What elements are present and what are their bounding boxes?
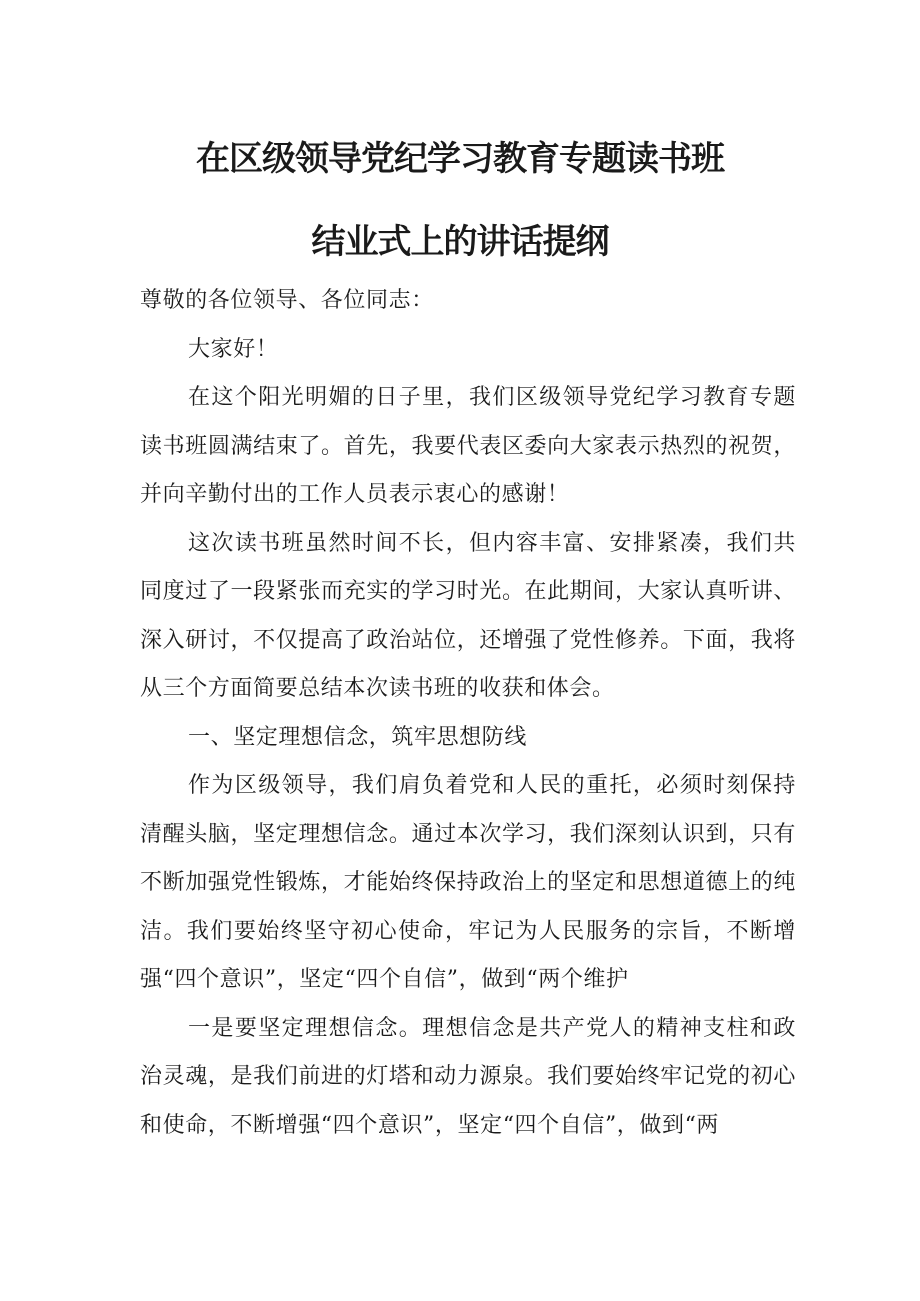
paragraph-section-1: 作为区级领导，我们肩负着党和人民的重托，必须时刻保持清醒头脑，坚定理想信念。通过本次学习，我们深刻认识到，只有不断加强党性锻炼，才能始终保持政治上的坚定和思想道德上的纯洁。我们要始终坚守初心使命，牢记为人民服务的宗旨，不断增强“四个意识”，坚定“四个自信”，做到“两个维护	[140, 773, 796, 992]
section-heading-1: 一、坚定理想信念，筑牢思想防线	[188, 724, 528, 750]
salutation: 尊敬的各位领导、各位同志：	[140, 288, 434, 313]
document-title-line-2: 结业式上的讲话提纲	[311, 222, 609, 262]
paragraph-point-1: 一是要坚定理想信念。理想信念是共产党人的精神支柱和政治灵魂，是我们前进的灯塔和动力源泉。我们要始终牢记党的初心和使命，不断增强“四个意识”，坚定“四个自信”，做到“两	[140, 1015, 796, 1138]
paragraph-overview: 这次读书班虽然时间不长，但内容丰富、安排紧凑，我们共同度过了一段紧张而充实的学习时光。在此期间，大家认真听讲、深入研讨，不仅提高了政治站位，还增强了党性修养。下面，我将从三个方面简要总结本次读书班的收获和体会。	[140, 530, 796, 701]
document-title-line-1: 在区级领导党纪学习教育专题读书班	[196, 139, 724, 179]
paragraph-opening: 在这个阳光明媚的日子里，我们区级领导党纪学习教育专题读书班圆满结束了。首先，我要代表区委向大家表示热烈的祝贺，并向辛勤付出的工作人员表示衷心的感谢！	[140, 385, 796, 507]
document-body	[140, 277, 796, 1150]
paragraph-greeting: 大家好！	[188, 336, 279, 362]
